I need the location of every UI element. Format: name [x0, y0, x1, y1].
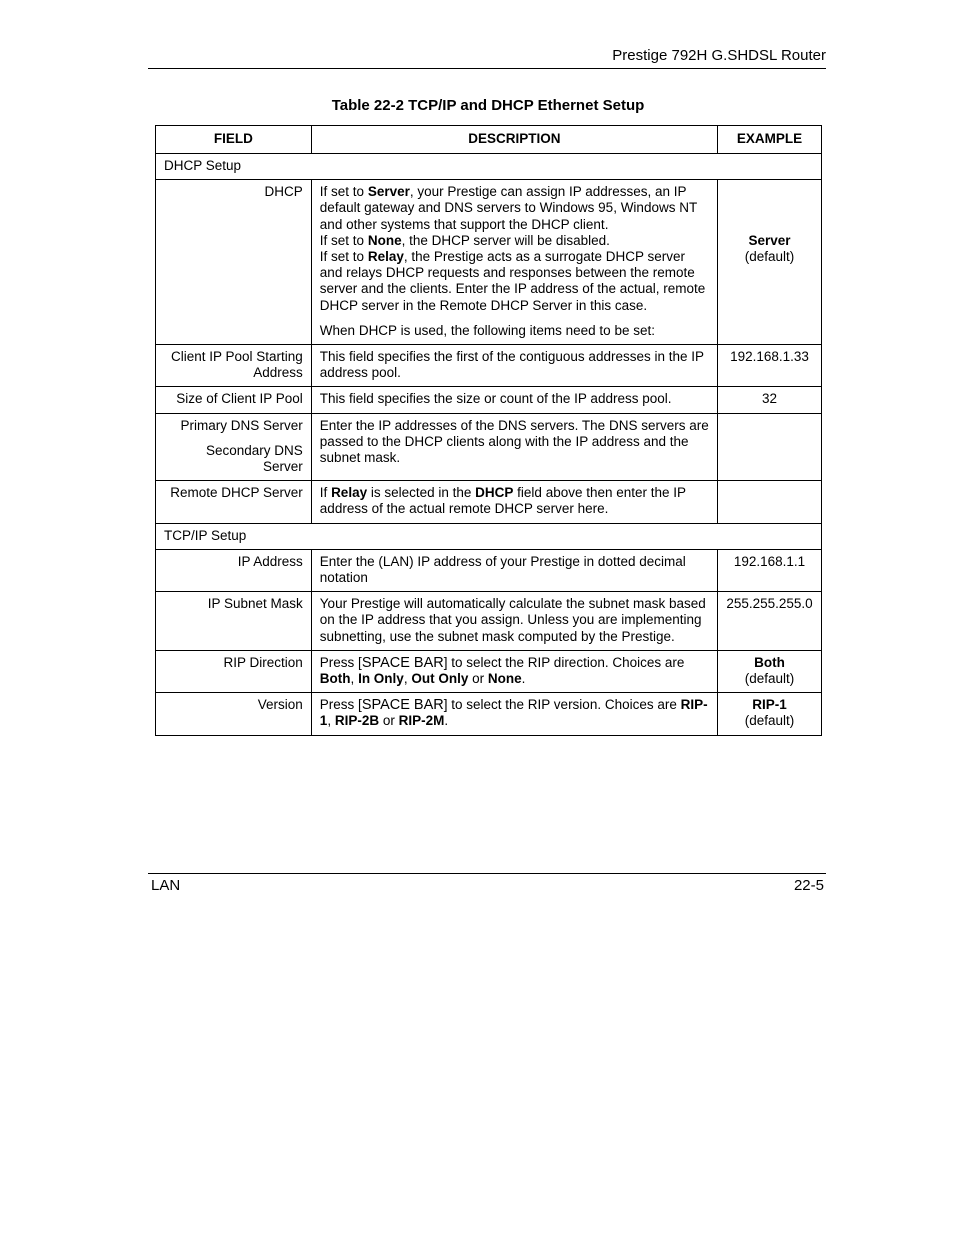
table-row-version: [156, 693, 822, 735]
table-row-remote-dhcp: [156, 481, 822, 523]
page-footer: [148, 873, 826, 894]
description-cell: Enter the IP addresses of the DNS servers. The DNS servers are passed to the DHCP clients along with the IP address and the subnet mask.: [311, 413, 717, 481]
section-row-dhcp-setup: [156, 154, 822, 180]
table-caption: Table 22-2 TCP/IP and DHCP Ethernet Setup: [331, 97, 645, 114]
description-line: When DHCP is used, the following items need to be set:: [319, 322, 655, 338]
example-cell: 255.255.255.0: [718, 592, 822, 651]
table-row-ip-address: [156, 549, 822, 591]
table-header-row: [156, 126, 822, 154]
example-cell: 32: [718, 387, 822, 413]
description-cell: This field specifies the first of the contiguous addresses in the IP address pool.: [311, 345, 717, 387]
table-row-pool-start: [156, 345, 822, 387]
table-row-subnet-mask: [156, 592, 822, 651]
column-header-field: FIELD: [156, 126, 312, 154]
description-line: If set to None, the DHCP server will be disabled.: [319, 232, 610, 248]
table-row-pool-size: [156, 387, 822, 413]
footer-chapter: LAN: [151, 877, 181, 894]
description-cell: Press [SPACE BAR] to select the RIP direction. Choices are Both, In Only, Out Only or None.: [311, 650, 717, 692]
description-cell: Enter the (LAN) IP address of your Prestige in dotted decimal notation: [311, 549, 717, 591]
example-cell: 192.168.1.1: [718, 549, 822, 591]
description-cell: Your Prestige will automatically calculate the subnet mask based on the IP address that you assign. Unless you are implementing subnetting, use the subnet mask computed by the Prestige.: [311, 592, 717, 651]
field-cell: Version: [156, 693, 312, 735]
example-cell: 192.168.1.33: [718, 345, 822, 387]
footer-page-number: 22-5: [793, 877, 824, 894]
column-header-description: DESCRIPTION: [311, 126, 717, 154]
example-cell: [718, 413, 822, 481]
field-cell: Primary DNS Server Secondary DNS Server: [156, 413, 312, 481]
table-row-dhcp: [156, 180, 822, 345]
example-cell: [718, 481, 822, 523]
example-cell: Both (default): [718, 650, 822, 692]
field-cell: Remote DHCP Server: [156, 481, 312, 523]
field-cell: Client IP Pool Starting Address: [156, 345, 312, 387]
example-cell: Server (default): [718, 180, 822, 345]
tcpip-dhcp-table: [155, 125, 822, 736]
section-row-tcpip-setup: [156, 523, 822, 549]
field-cell: Size of Client IP Pool: [156, 387, 312, 413]
example-cell: RIP-1 (default): [718, 693, 822, 735]
description-cell: [311, 180, 717, 345]
description-cell: Press [SPACE BAR] to select the RIP version. Choices are RIP-1, RIP-2B or RIP-2M.: [311, 693, 717, 735]
page-header: [148, 46, 826, 69]
column-header-example: EXAMPLE: [718, 126, 822, 154]
field-cell: IP Subnet Mask: [156, 592, 312, 651]
header-title: Prestige 792H G.SHDSL Router: [612, 47, 826, 64]
section-label: TCP/IP Setup: [156, 523, 822, 549]
table-row-rip-direction: [156, 650, 822, 692]
description-cell: This field specifies the size or count of the IP address pool.: [311, 387, 717, 413]
field-cell: IP Address: [156, 549, 312, 591]
field-cell: DHCP: [156, 180, 312, 345]
description-line: If set to Relay, the Prestige acts as a surrogate DHCP server and relays DHCP requests and responses between the remote server and the clients. Enter the IP address of the actual, remote DHCP server in the Remote DHCP Server in this case.: [319, 249, 706, 313]
field-cell: RIP Direction: [156, 650, 312, 692]
description-line: If set to Server, your Prestige can assign IP addresses, an IP default gateway and DNS servers to Windows 95, Windows NT and other systems that support the DHCP client.: [319, 184, 697, 232]
section-label: DHCP Setup: [156, 154, 822, 180]
description-cell: If Relay is selected in the DHCP field above then enter the IP address of the actual remote DHCP server here.: [311, 481, 717, 523]
table-row-dns: [156, 413, 822, 481]
